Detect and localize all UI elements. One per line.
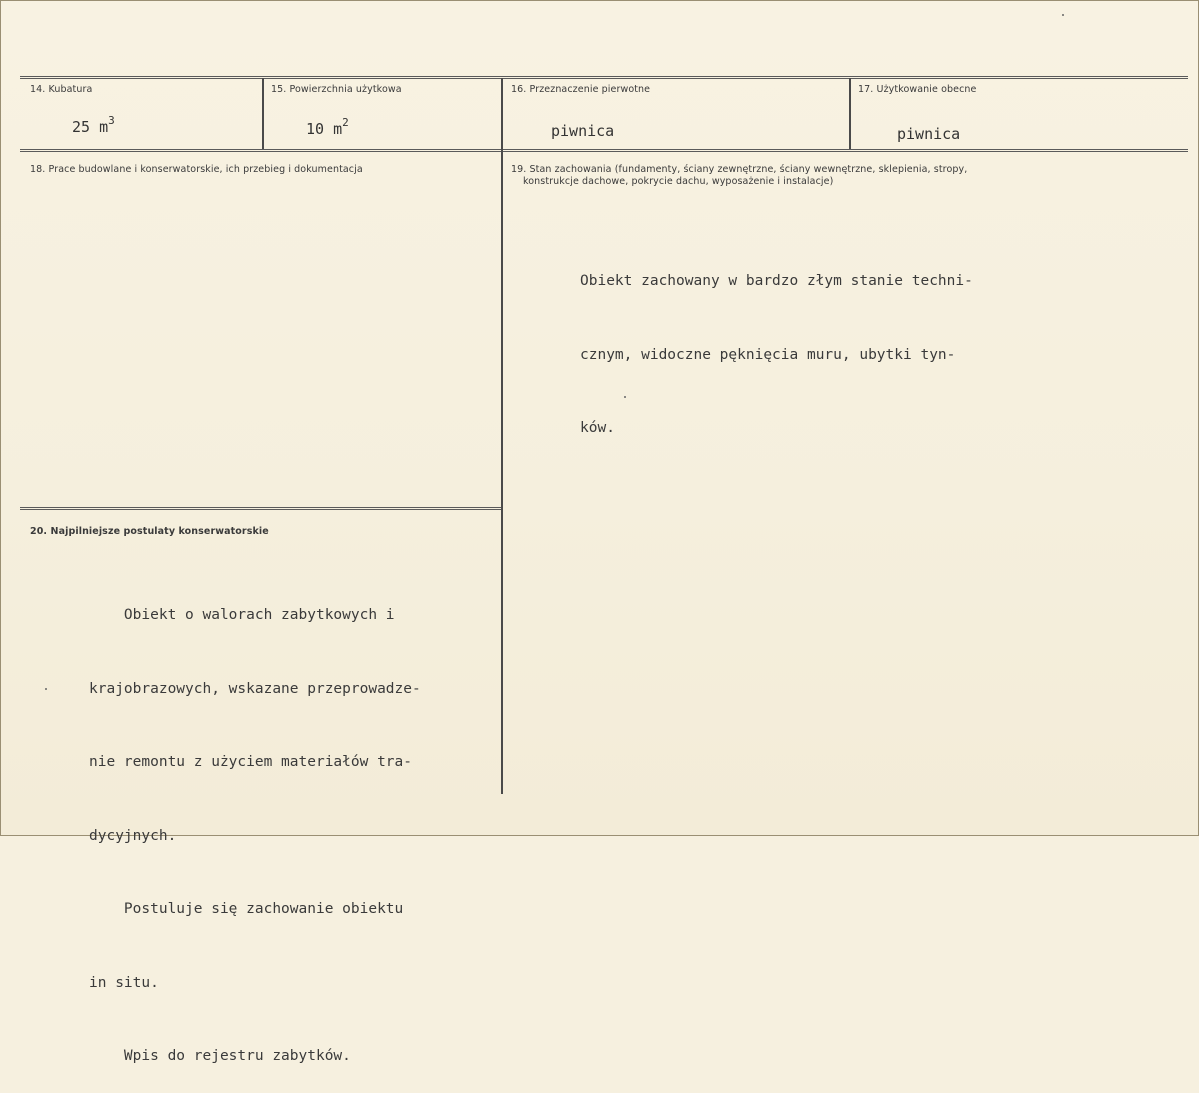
row-rule (20, 149, 1188, 152)
field-19-label-line-2: konstrukcje dachowe, pokrycie dachu, wyposażenie i instalacje) (523, 176, 834, 187)
field-20-text (89, 554, 421, 1093)
field-15-label: 15. Powierzchnia użytkowa (271, 84, 402, 95)
field-16-label: 16. Przeznaczenie pierwotne (511, 84, 651, 95)
field-15-value-main: 10 m (306, 120, 343, 138)
field-16-value: piwnica (551, 122, 615, 140)
field-20-top-rule (20, 507, 501, 510)
field-20-text-line: krajobrazowych, wskazane przeprowadze- (89, 680, 421, 697)
field-15-value-exponent: 2 (342, 116, 349, 129)
divider-14-15 (262, 78, 264, 149)
field-20-text-line: Postuluje się zachowanie obiektu (89, 901, 404, 917)
field-17-value: piwnica (897, 125, 961, 143)
field-15-value (306, 118, 349, 138)
field-14-value-main: 25 m (72, 118, 109, 136)
top-rule (20, 76, 1188, 79)
field-20-label: 20. Najpilniejsze postulaty konserwatorskie (30, 526, 269, 537)
divider-16-17 (849, 78, 851, 149)
field-19-text-line: ków. (580, 420, 615, 436)
divider-15-16 (501, 78, 503, 794)
field-19-text (580, 220, 973, 465)
paper-speck (624, 396, 626, 398)
field-17-label: 17. Użytkowanie obecne (858, 84, 977, 95)
field-20-text-line: Obiekt o walorach zabytkowych i (89, 607, 395, 623)
field-14-label: 14. Kubatura (30, 84, 93, 95)
field-14-value (72, 116, 115, 136)
field-18-label: 18. Prace budowlane i konserwatorskie, ich przebieg i dokumentacja (30, 164, 363, 175)
field-20-text-line: dycyjnych. (89, 827, 177, 844)
field-14-value-exponent: 3 (108, 114, 115, 127)
paper-speck (45, 688, 47, 690)
field-19-label-line-1: 19. Stan zachowania (fundamenty, ściany zewnętrzne, ściany wewnętrzne, sklepienia, stropy, (511, 164, 968, 175)
field-19-text-line: cznym, widoczne pęknięcia muru, ubytki tyn- (580, 346, 956, 363)
field-20-text-line: nie remontu z użyciem materiałów tra- (89, 754, 413, 770)
paper-speck (1062, 14, 1064, 16)
field-20-text-line: in situ. (89, 974, 159, 991)
field-19-text-line: Obiekt zachowany w bardzo złym stanie techni- (580, 273, 973, 289)
field-20-text-line: Wpis do rejestru zabytków. (89, 1048, 351, 1064)
